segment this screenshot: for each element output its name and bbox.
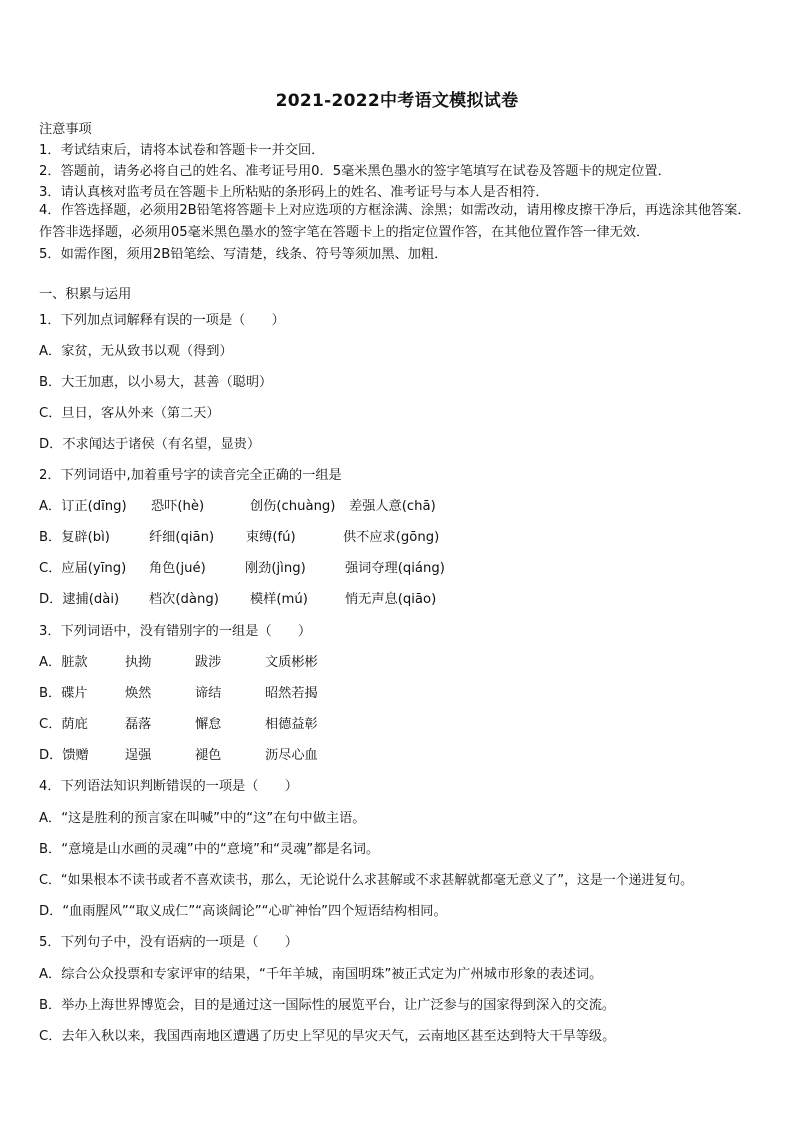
notice-item-2: 2．答题前，请务必将自己的姓名、准考证号用0．5毫米黑色墨水的签字笔填写在试卷及答题卡的规定位置． bbox=[39, 164, 671, 179]
q2-c-2: 角色(jué) bbox=[149, 561, 206, 576]
q4-option-b: B．“意境是山水画的灵魂”中的“意境”和“灵魂”都是名词。 bbox=[39, 842, 380, 857]
q2-d-2: 档次(dàng) bbox=[149, 592, 219, 607]
q2-c-1: C．应届(yīng) bbox=[39, 561, 127, 576]
q3-b-1: B．碟片 bbox=[39, 686, 88, 701]
q2-d-4: 悄无声息(qiāo) bbox=[345, 592, 437, 607]
notice-item-5: 5．如需作图，须用2B铅笔绘、写清楚，线条、符号等须加黑、加粗． bbox=[39, 247, 448, 262]
q3-b-2: 焕然 bbox=[125, 686, 152, 701]
q1-option-c: C．旦日，客从外来（第二天） bbox=[39, 406, 220, 421]
q2-b-4: 供不应求(gōng) bbox=[343, 530, 440, 545]
q4-option-c: C．“如果根本不读书或者不喜欢读书，那么，无论说什么求甚解或不求甚解就都毫无意义了”，这是一个递进复句。 bbox=[39, 873, 693, 888]
q2-c-3: 刚劲(jìng) bbox=[245, 561, 306, 576]
notice-item-1: 1．考试结束后，请将本试卷和答题卡一并交回． bbox=[39, 143, 325, 158]
q5-stem: 5．下列句子中，没有语病的一项是（ ） bbox=[39, 935, 298, 950]
q3-d-3: 褪色 bbox=[195, 748, 222, 763]
q2-b-2: 纤细(qiān) bbox=[149, 530, 215, 545]
q4-stem: 4．下列语法知识判断错误的一项是（ ） bbox=[39, 779, 298, 794]
notice-item-4: 4．作答选择题，必须用2B铅笔将答题卡上对应选项的方框涂满、涂黑；如需改动，请用橡皮擦干净后，再选涂其他答案．作答非选择题，必须用05毫米黑色墨水的签字笔在答题卡上的指定位置作答，在其他位置作答一律无效． bbox=[39, 203, 751, 240]
q2-stem: 2．下列词语中,加着重号字的读音完全正确的一组是 bbox=[39, 468, 342, 483]
q3-d-4: 沥尽心血 bbox=[265, 748, 318, 763]
q3-c-4: 相德益彰 bbox=[265, 717, 318, 732]
q5-option-c: C．去年入秋以来，我国西南地区遭遇了历史上罕见的旱灾天气，云南地区甚至达到特大干旱等级。 bbox=[39, 1029, 616, 1044]
q3-a-3: 跋涉 bbox=[195, 655, 222, 670]
q2-d-3: 模样(mú) bbox=[250, 592, 308, 607]
q2-b-3: 束缚(fú) bbox=[246, 530, 296, 545]
section-heading: 一、积累与运用 bbox=[39, 287, 132, 302]
q2-a-1: A．订正(dīng) bbox=[39, 499, 127, 514]
q1-option-d: D．不求闻达于诸侯（有名望，显贵） bbox=[39, 437, 261, 452]
q2-b-1: B．复辟(bì) bbox=[39, 530, 110, 545]
q3-stem: 3．下列词语中，没有错别字的一组是（ ） bbox=[39, 624, 312, 639]
q3-c-3: 懈怠 bbox=[195, 717, 222, 732]
q3-c-2: 磊落 bbox=[125, 717, 152, 732]
q2-a-3: 创伤(chuàng) bbox=[250, 499, 336, 514]
q5-option-a: A．综合公众投票和专家评审的结果，“千年羊城，南国明珠”被正式定为广州城市形象的表述词。 bbox=[39, 967, 603, 982]
q3-d-2: 逞强 bbox=[125, 748, 152, 763]
q4-option-a: A．“这是胜利的预言家在叫喊”中的“这”在句中做主语。 bbox=[39, 811, 366, 826]
q2-d-1: D．逮捕(dài) bbox=[39, 592, 120, 607]
q5-option-b: B．举办上海世界博览会，目的是通过这一国际性的展览平台，让广泛参与的国家得到深入的交流。 bbox=[39, 998, 616, 1013]
q3-a-4: 文质彬彬 bbox=[265, 655, 318, 670]
q2-c-4: 强词夺理(qiáng) bbox=[345, 561, 445, 576]
q3-b-3: 谛结 bbox=[195, 686, 222, 701]
notice-heading: 注意事项 bbox=[39, 122, 92, 137]
q3-c-1: C．荫庇 bbox=[39, 717, 88, 732]
q3-a-1: A．脏款 bbox=[39, 655, 88, 670]
q3-b-4: 昭然若揭 bbox=[265, 686, 318, 701]
q4-option-d: D．“血雨腥风”“取义成仁”“高谈阔论”“心旷神怡”四个短语结构相同。 bbox=[39, 904, 447, 919]
q1-option-a: A．家贫，无从致书以观（得到） bbox=[39, 344, 233, 359]
q1-option-b: B．大王加惠，以小易大，甚善（聪明） bbox=[39, 375, 273, 390]
q2-a-4: 差强人意(chā) bbox=[349, 499, 436, 514]
q3-a-2: 执拗 bbox=[125, 655, 152, 670]
page-title: 2021-2022中考语文模拟试卷 bbox=[275, 91, 519, 111]
q1-stem: 1．下列加点词解释有误的一项是（ ） bbox=[39, 313, 285, 328]
q2-a-2: 恐吓(hè) bbox=[151, 499, 205, 514]
q3-d-1: D．馈赠 bbox=[39, 748, 89, 763]
notice-item-3: 3．请认真核对监考员在答题卡上所粘贴的条形码上的姓名、准考证号与本人是否相符． bbox=[39, 185, 549, 200]
